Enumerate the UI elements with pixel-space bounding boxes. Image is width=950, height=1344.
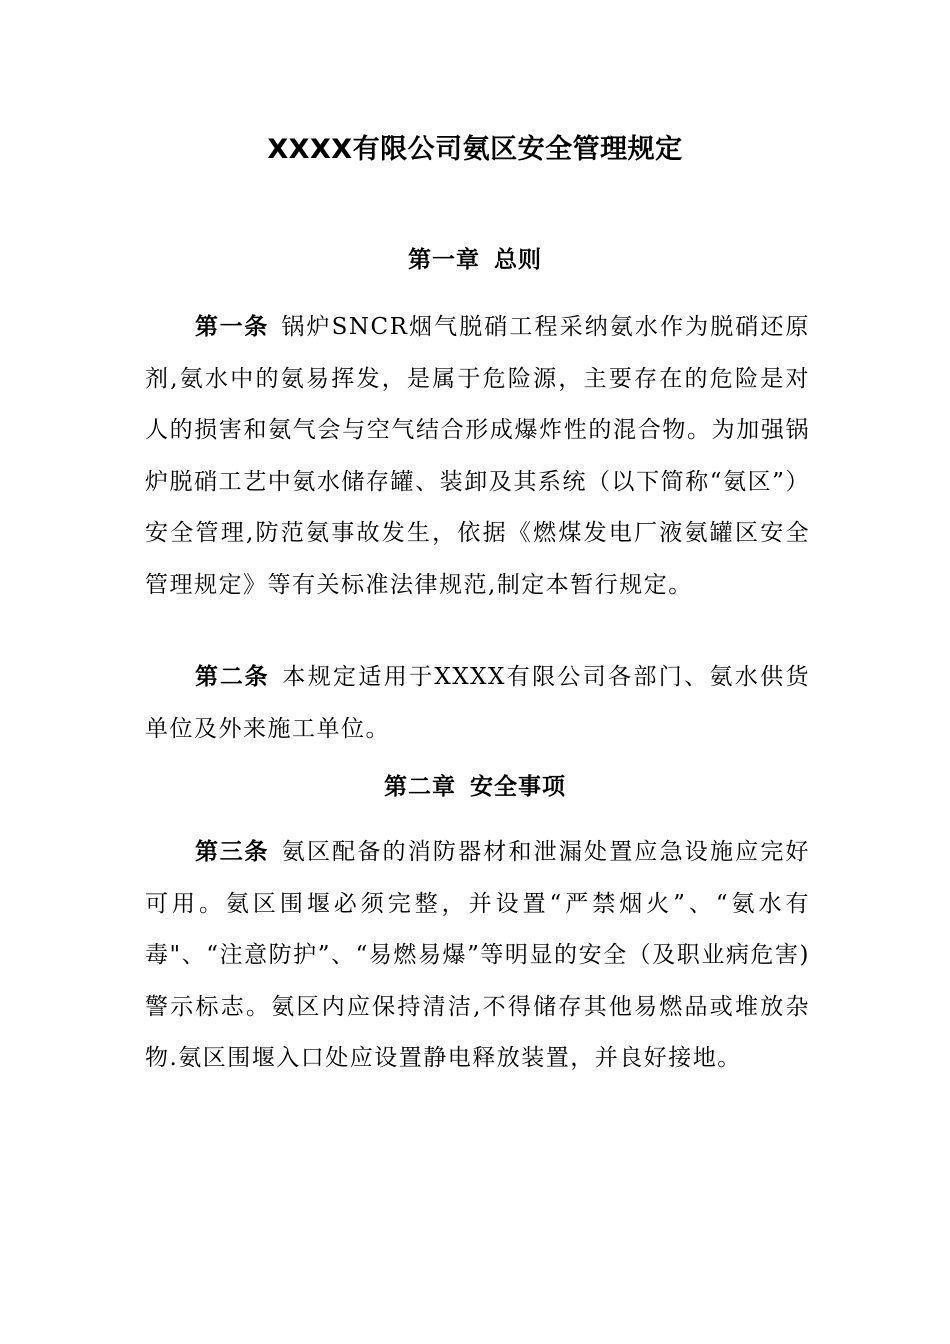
chapter-heading-1 [0, 243, 950, 277]
chapter-number: 第一章 [408, 247, 480, 273]
article-label: 第三条 [195, 839, 270, 865]
article-1 [145, 302, 810, 611]
article-label: 第二条 [195, 664, 270, 690]
article-text: 本规定适用于XXXX有限公司各部门、氨水供货单位及外来施工单位。 [145, 664, 811, 742]
chapter-name: 安全事项 [470, 774, 566, 800]
article-2 [145, 652, 810, 755]
chapter-number: 第二章 [384, 774, 456, 800]
article-text: 氨区配备的消防器材和泄漏处置应急设施应完好可用。氨区围堰必须完整，并设置“严禁烟火”、“氨水有毒"、“注意防护”、“易燃易爆”等明显的安全（及职业病危害)警示标志。氨区内应保持清洁,不得储存其他易燃品或堆放杂物.氨区围堰入口处应设置静电释放装置，并良好接地。 [145, 839, 810, 1071]
chapter-name: 总则 [494, 247, 542, 273]
chapter-heading-2 [0, 770, 950, 804]
document-title: XXXX有限公司氨区安全管理规定 [267, 134, 683, 165]
article-label: 第一条 [195, 314, 269, 340]
article-text: 锅炉SNCR烟气脱硝工程采纳氨水作为脱硝还原剂,氨水中的氨易挥发，是属于危险源，主要存在的危险是对人的损害和氨气会与空气结合形成爆炸性的混合物。为加强锅炉脱硝工艺中氨水储存罐、装卸及其系统（以下简称“氨区”）安全管理,防范氨事故发生，依据《燃煤发电厂液氨罐区安全管理规定》等有关标准法律规范,制定本暂行规定。 [145, 314, 811, 598]
article-3 [145, 827, 810, 1085]
